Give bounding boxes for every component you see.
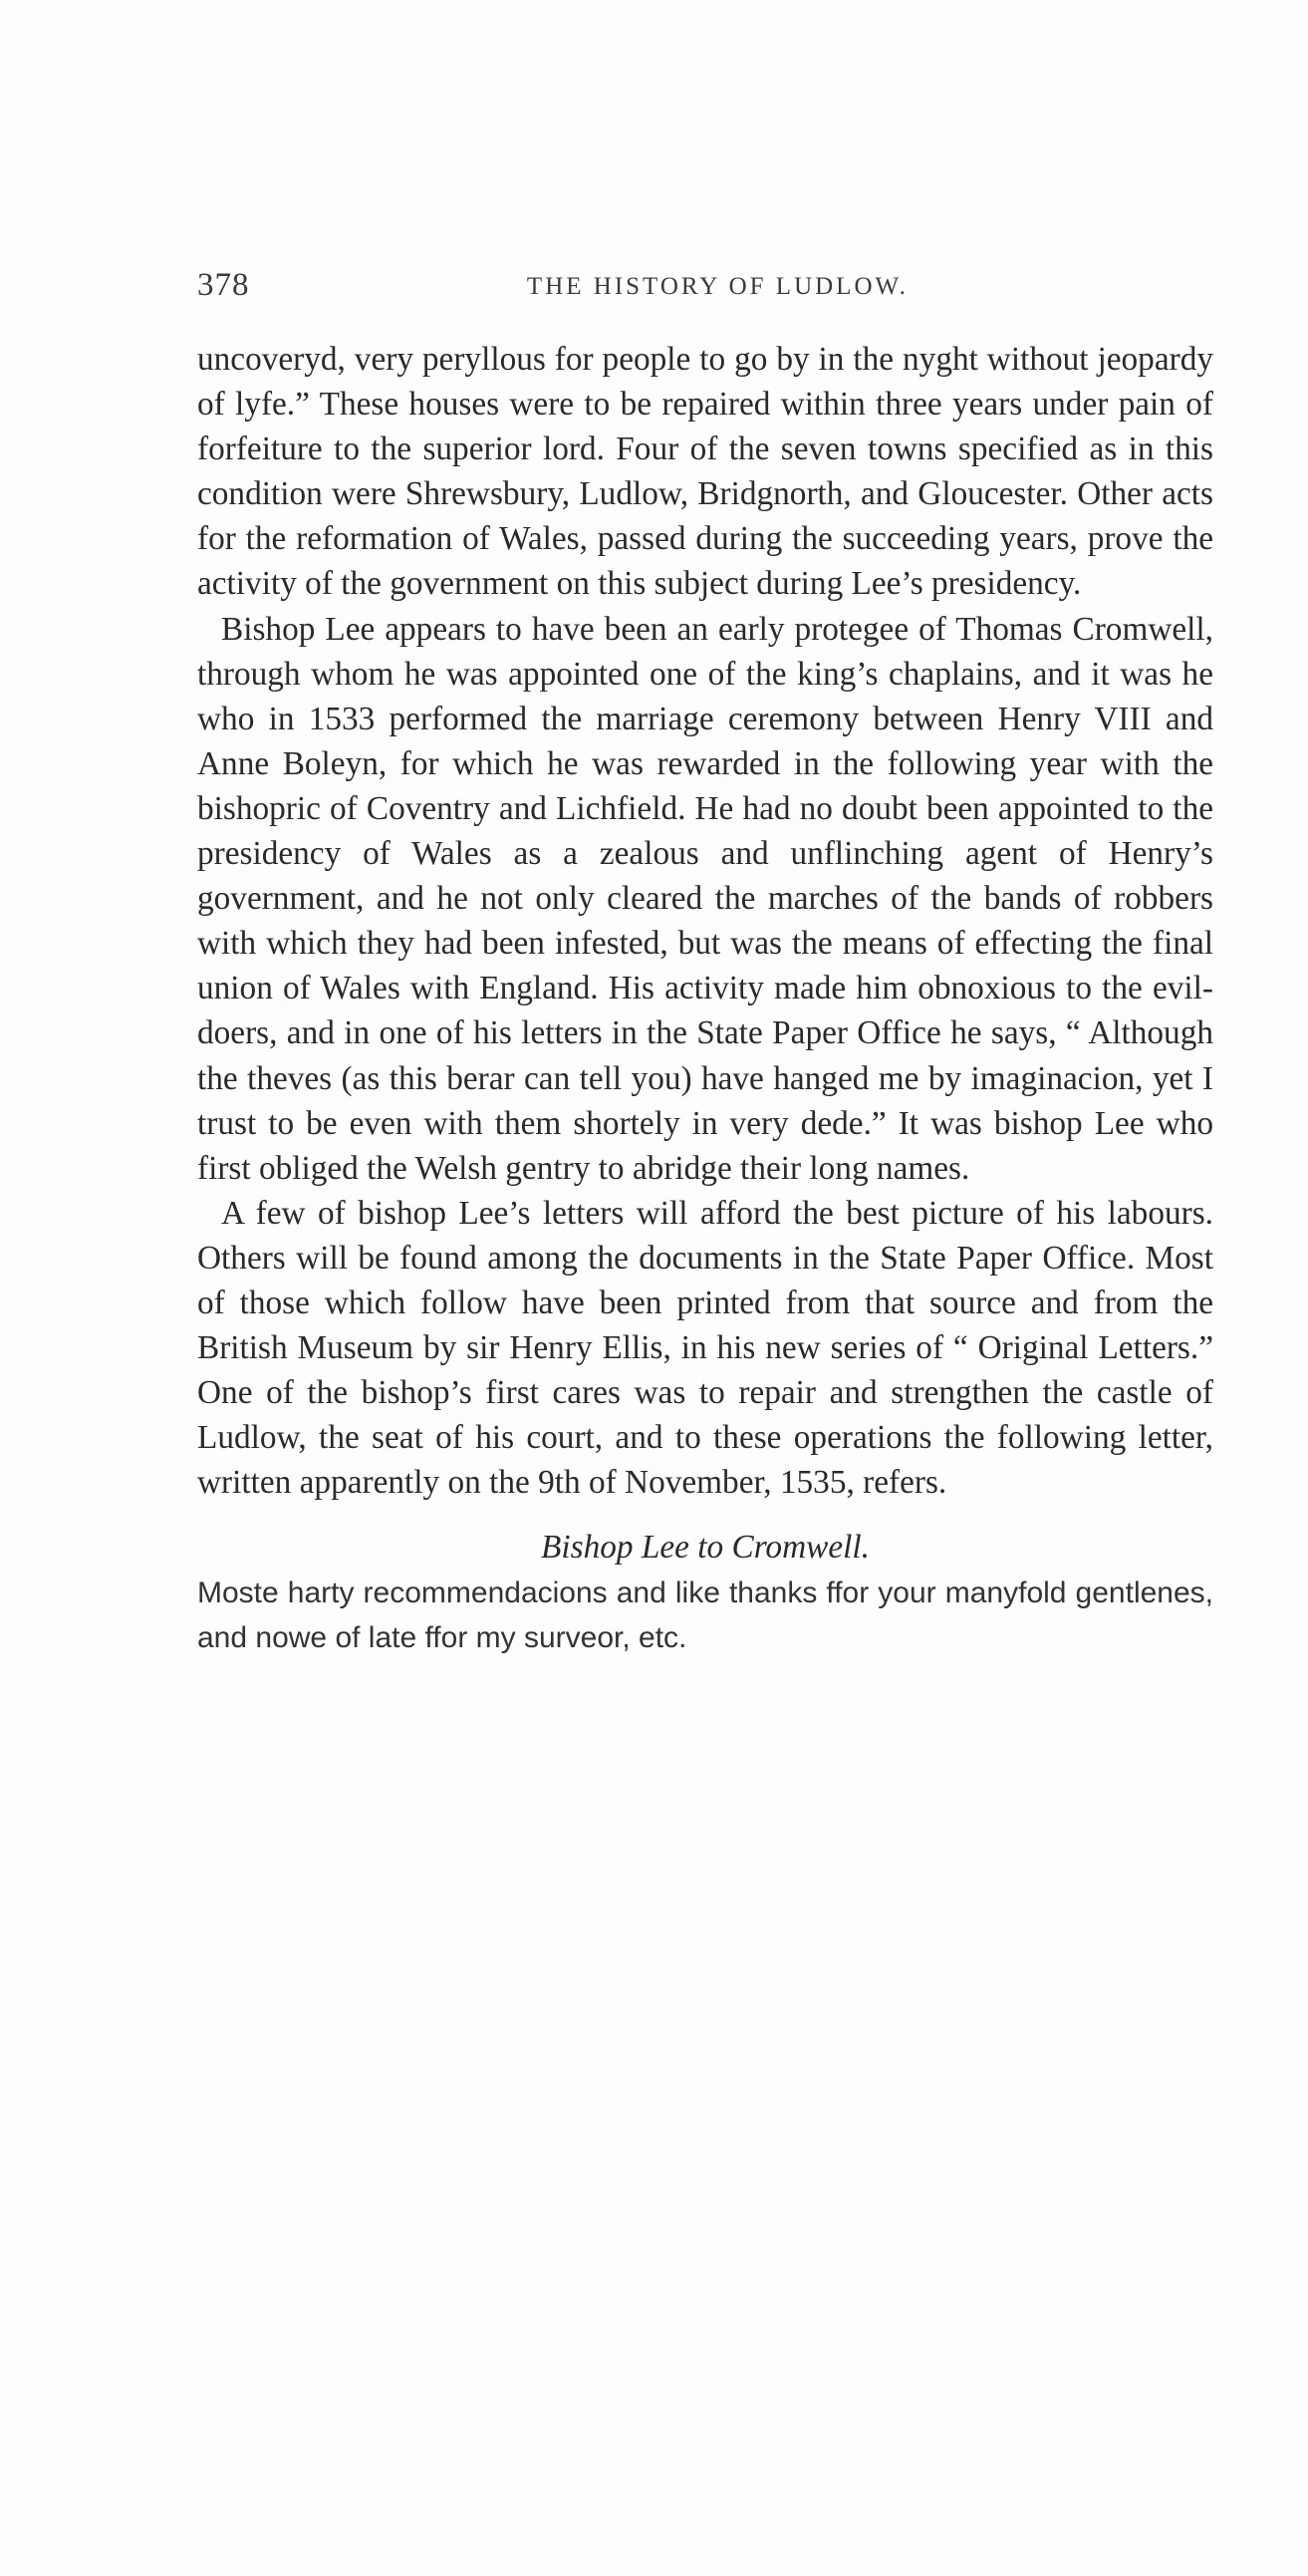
paragraph-letters: A few of bishop Lee’s letters will afford the best picture of his labours. Others will be found among the documents in the State Paper Office. Most of those which follow have been printed from that source and from the British Museum by sir Henry Ellis, in his new series of “ Original Letters.” One of the bishop’s first cares was to repair and strengthen the castle of Ludlow, the seat of his court, and to these operations the following letter, written apparently on the 9th of November, 1535, refers. [197, 1194, 1213, 1502]
page-number: 378 [197, 267, 250, 303]
running-head [197, 267, 1238, 311]
paragraph-bishop-lee: Bishop Lee appears to have been an early protegee of Thomas Cromwell, through whom he was appointed one of the king’s chaplains, and it was he who in 1533 performed the marriage ceremony between Henry VIII and Anne Boleyn, for which he was rewarded in the following year with the bishopric of Coventry and Lichfield. He had no doubt been appointed to the presidency of Wales as a zealous and unflinching agent of Henry’s government, and he not only cleared the marches of the bands of robbers with which they had been infested, but was the means of effecting the final union of Wales with England. His activity made him obnoxious to the evil-doers, and in one of his letters in the State Paper Office he says, “ Although the theves (as this berar can tell you) have hanged me by imaginacion, yet I trust to be even with them shortely in very dede.” It was bishop Lee who first obliged the Welsh gentry to abridge their long names. [197, 610, 1213, 1187]
running-title: THE HISTORY OF LUDLOW. [526, 273, 910, 300]
letter-heading: Bishop Lee to Cromwell. [541, 1529, 870, 1567]
body-text [197, 337, 1213, 1660]
paragraph-continuation: uncoveryd, very peryllous for people to go by in the nyght without jeopardy of lyfe.” These houses were to be repaired within three years under pain of forfeiture to the superior lord. Four of the seven towns specified as in this condition were Shrewsbury, Ludlow, Bridgnorth, and Gloucester. Other acts for the reformation of Wales, passed during the succeeding years, prove the activity of the government on this subject during Lee’s presidency. [197, 341, 1213, 603]
letter-text: Moste harty recommendacions and like thanks ffor your manyfold gentlenes, and nowe of late ffor my surveor, etc. [197, 1575, 1213, 1654]
